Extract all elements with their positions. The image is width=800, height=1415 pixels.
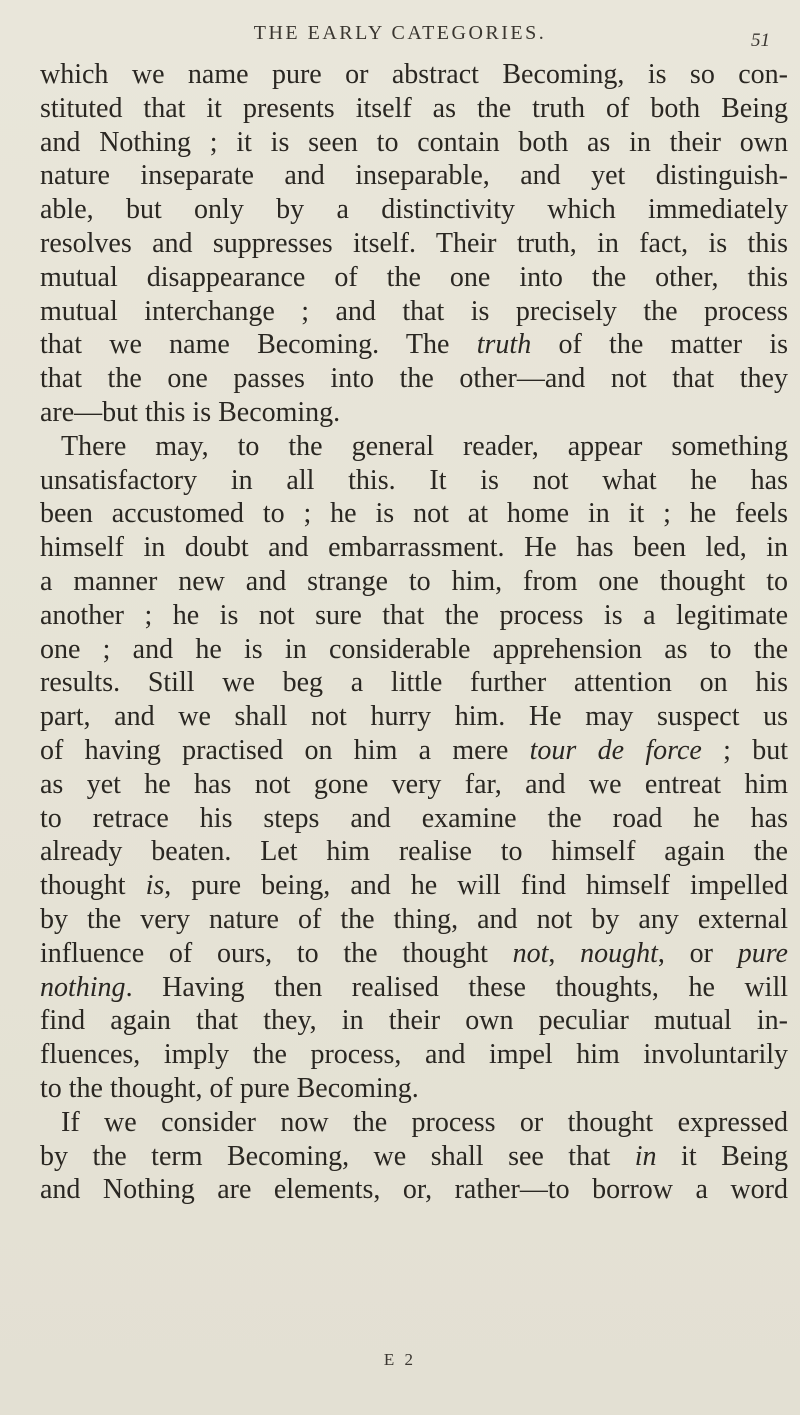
italic-emphasis: in (634, 1140, 657, 1172)
text-line: to retrace his steps and examine the road he has (40, 802, 788, 834)
italic-emphasis: truth (476, 329, 532, 361)
text-line: by the very nature of the thing, and not by any external (40, 903, 788, 935)
text-line: results. Still we beg a little further attention on his (40, 667, 788, 699)
italic-emphasis: nothing (40, 971, 126, 1003)
text-line: that the one passes into the other—and not that they (40, 363, 788, 395)
italic-emphasis: not (512, 937, 549, 969)
text-line: as yet he has not gone very far, and we entreat him (40, 768, 788, 800)
paragraph-end-line: to the thought, of pure Becoming. (40, 1072, 419, 1104)
text-line: and Nothing are elements, or, rather—to borrow a word (40, 1174, 788, 1206)
italic-emphasis: is (145, 870, 165, 902)
text-line: which we name pure or abstract Becoming, is so con- (40, 59, 788, 90)
body-text (40, 58, 788, 1207)
text-line: himself in doubt and embarrassment. He has been led, in (40, 532, 788, 564)
text-line: part, and we shall not hurry him. He may suspect us (40, 701, 788, 733)
text-line: by the term Becoming, we shall see that in it Being (40, 1140, 788, 1172)
text-line: find again that they, in their own peculiar mutual in- (40, 1005, 788, 1037)
page-number: 51 (751, 30, 770, 51)
paragraph-end-line: are—but this is Becoming. (40, 396, 341, 428)
text-line: one ; and he is in considerable apprehension as to the (40, 633, 788, 665)
text-line: been accustomed to ; he is not at home in it ; he feels (40, 498, 788, 530)
paragraph-start-line: There may, to the general reader, appear something (61, 430, 788, 462)
text-line: influence of ours, to the thought not, nought, or pure (40, 937, 788, 969)
text-line: thought is, pure being, and he will find himself impelled (40, 870, 788, 902)
text-line: mutual disappearance of the one into the other, this (40, 261, 788, 293)
italic-emphasis: tour de force (529, 734, 702, 766)
text-line: nothing. Having then realised these thoughts, he will (40, 971, 788, 1003)
text-line: stituted that it presents itself as the truth of both Being (40, 92, 788, 124)
text-line: mutual interchange ; and that is precisely the process (40, 295, 788, 327)
text-line: unsatisfactory in all this. It is not what he has (40, 464, 788, 496)
italic-emphasis: pure (737, 937, 788, 969)
text-line: nature inseparate and inseparable, and yet distinguish- (40, 160, 788, 192)
text-line: resolves and suppresses itself. Their truth, in fact, is this (40, 227, 788, 259)
text-line: and Nothing ; it is seen to contain both as in their own (40, 126, 788, 158)
text-line: already beaten. Let him realise to himself again the (40, 836, 788, 868)
signature-mark: E 2 (383, 1350, 417, 1369)
italic-emphasis: nought (580, 937, 658, 969)
text-line: fluences, imply the process, and impel him involuntarily (40, 1039, 788, 1071)
text-line: of having practised on him a mere tour de force ; but (40, 734, 788, 766)
text-line: that we name Becoming. The truth of the matter is (40, 329, 788, 361)
text-line: able, but only by a distinctivity which immediately (40, 194, 788, 226)
text-line: a manner new and strange to him, from one thought to (40, 565, 788, 597)
text-line: another ; he is not sure that the process is a legitimate (40, 599, 788, 631)
paragraph-start-line: If we consider now the process or thought expressed (61, 1106, 788, 1138)
running-title: THE EARLY CATEGORIES. (253, 22, 547, 44)
